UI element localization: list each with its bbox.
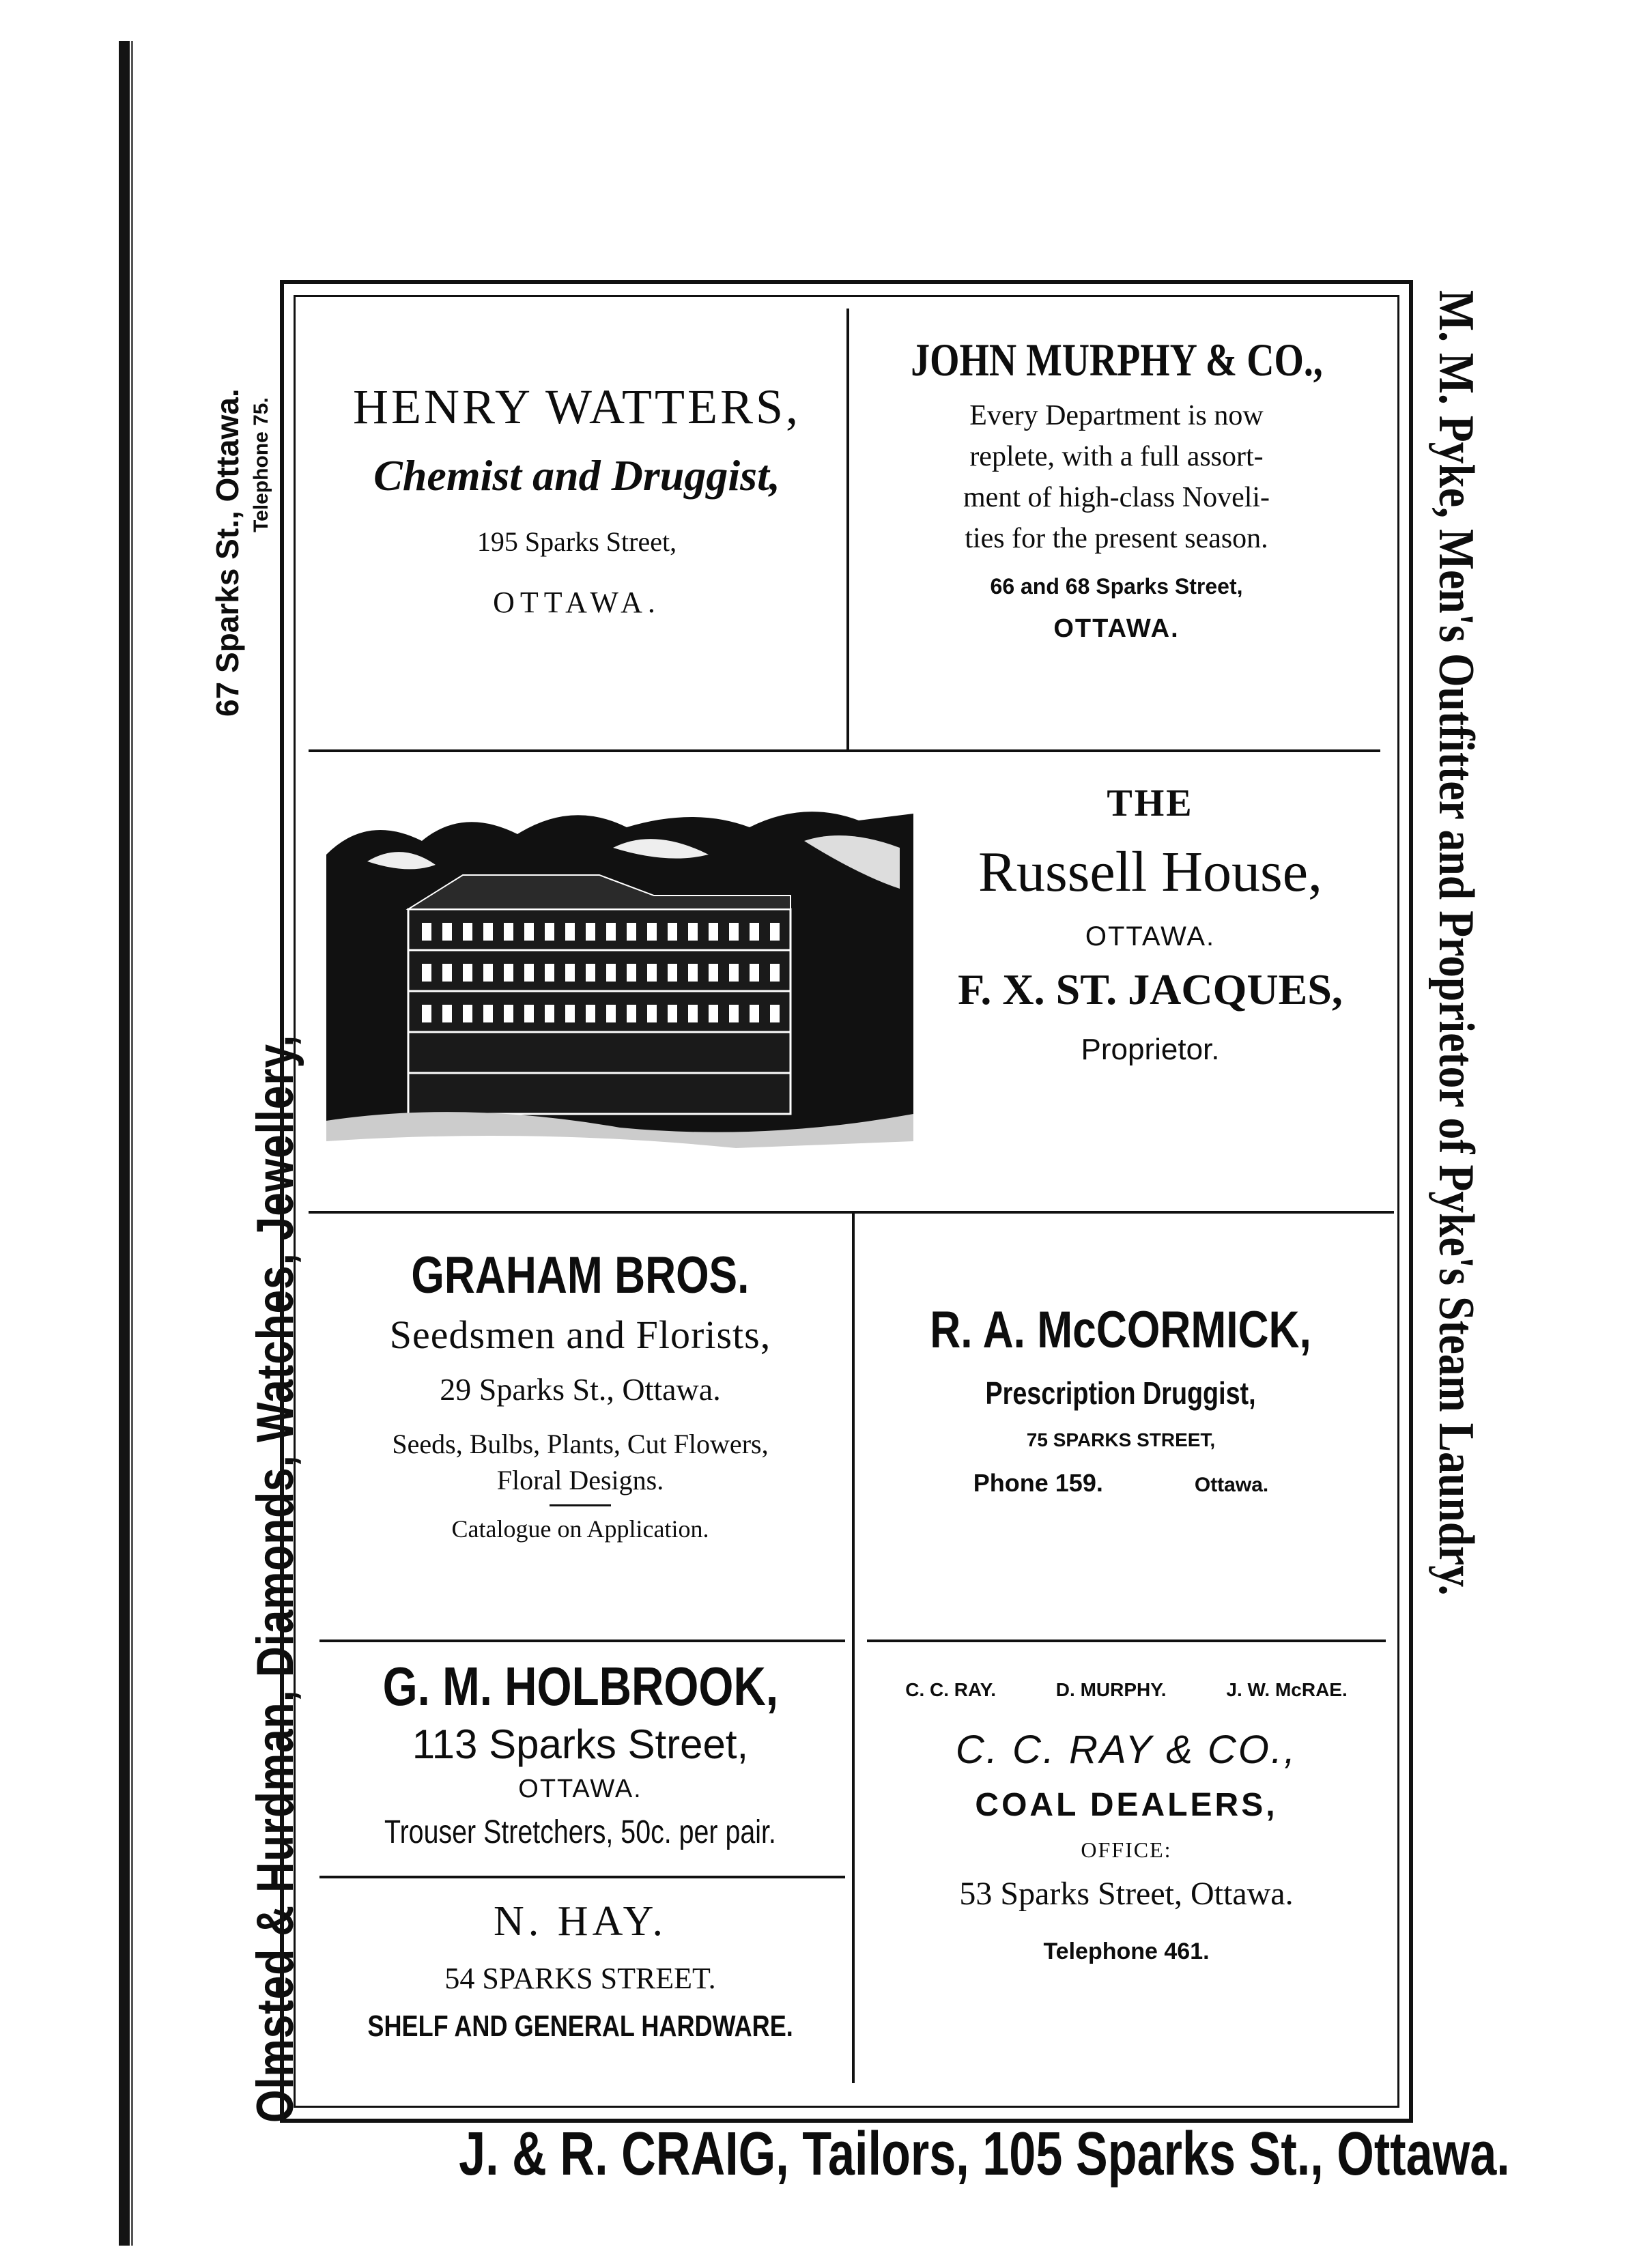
murphy-city: OTTAWA. (1053, 614, 1180, 643)
russell-the: THE (1107, 782, 1194, 825)
ray-office: OFFICE: (1081, 1837, 1172, 1862)
divider-row-3-left (319, 1640, 845, 1642)
mccormick-city: Ottawa. (1194, 1474, 1269, 1496)
russell-house-engraving (326, 800, 913, 1162)
side-left-main-text: Olmsted & Hurdman, Diamonds, Watches, Jewellery, (246, 1034, 304, 2123)
watters-address: 195 Sparks Street, (476, 526, 677, 557)
mccormick-address: 75 SPARKS STREET, (1026, 1429, 1216, 1450)
ad-russell-house (915, 782, 1386, 1067)
ray-partners-row (857, 1679, 1396, 1701)
ray-partner-1: C. C. RAY. (905, 1679, 997, 1700)
mccormick-name: R. A. McCORMICK, (930, 1301, 1312, 1359)
divider-col-top (846, 309, 849, 751)
divider-row-4-left (319, 1876, 845, 1878)
watters-name: HENRY WATTERS, (352, 380, 801, 434)
graham-separator (550, 1504, 611, 1506)
ray-partner-2: D. MURPHY. (1055, 1679, 1167, 1700)
side-right-text: M. M. Pyke, Men's Outfitter and Proprietor of Pyke's Steam Laundry. (1428, 290, 1484, 1596)
hotel-building-illustration (326, 800, 913, 1162)
murphy-body-4: ties for the present season. (965, 523, 1268, 554)
murphy-body-1: Every Department is now (969, 400, 1264, 431)
bottom-advert-text: J. & R. CRAIG, Tailors, 105 Sparks St., Ottawa. (459, 2120, 1510, 2188)
holbrook-city: OTTAWA. (518, 1775, 642, 1803)
russell-city: OTTAWA. (1085, 921, 1216, 951)
ad-n-hay (311, 1898, 850, 2044)
graham-goods-2: Floral Designs. (496, 1465, 664, 1495)
murphy-name: JOHN MURPHY & CO., (910, 334, 1323, 386)
russell-name: Russell House, (978, 840, 1322, 904)
side-right-advert (1427, 290, 1485, 1808)
hay-trade: SHELF AND GENERAL HARDWARE. (367, 2009, 793, 2043)
murphy-address: 66 and 68 Sparks Street, (990, 574, 1243, 599)
holbrook-name: G. M. HOLBROOK, (382, 1656, 778, 1717)
ad-mccormick (855, 1300, 1387, 1498)
ray-partner-3: J. W. McRAE. (1226, 1679, 1348, 1700)
graham-address: 29 Sparks St., Ottawa. (440, 1372, 721, 1407)
watters-city: OTTAWA. (493, 586, 661, 619)
ray-address: 53 Sparks Street, Ottawa. (959, 1876, 1294, 1912)
murphy-body-3: ment of high-class Noveli- (963, 482, 1270, 513)
ray-name: C. C. RAY & CO., (955, 1728, 1298, 1772)
ray-trade: COAL DEALERS, (975, 1787, 1278, 1823)
russell-proprietor-label: Proprietor. (1081, 1033, 1220, 1066)
book-spine-shadow (119, 41, 130, 2246)
ad-graham-bros (311, 1246, 850, 1543)
side-left-telephone: Telephone 75. (250, 397, 272, 532)
graham-trade: Seedsmen and Florists, (389, 1313, 771, 1357)
ad-john-murphy (852, 333, 1381, 644)
hay-name: N. HAY. (494, 1898, 667, 1945)
ad-cc-ray (857, 1679, 1396, 1965)
holbrook-offer: Trouser Stretchers, 50c. per pair. (384, 1814, 776, 1850)
ad-holbrook (311, 1655, 850, 1851)
russell-proprietor-name: F. X. ST. JACQUES, (958, 965, 1343, 1014)
book-spine-edge (131, 41, 133, 2246)
ray-telephone: Telephone 461. (1043, 1938, 1210, 1964)
side-left-address: 67 Sparks St., Ottawa. (210, 388, 245, 717)
mccormick-contact-row (855, 1469, 1387, 1498)
mccormick-phone: Phone 159. (973, 1469, 1103, 1497)
hay-address: 54 SPARKS STREET. (444, 1962, 716, 1995)
divider-row-3-right (867, 1640, 1386, 1642)
graham-catalogue: Catalogue on Application. (451, 1515, 709, 1543)
divider-row-1 (309, 749, 1380, 752)
graham-goods-1: Seeds, Bulbs, Plants, Cut Flowers, (392, 1429, 769, 1459)
ad-henry-watters (311, 379, 843, 620)
murphy-body-2: replete, with a full assort- (969, 441, 1264, 472)
watters-trade: Chemist and Druggist, (373, 451, 780, 500)
divider-row-2 (309, 1211, 1394, 1214)
graham-name: GRAHAM BROS. (411, 1246, 750, 1304)
mccormick-trade: Prescription Druggist, (985, 1375, 1257, 1411)
bottom-advert (311, 2119, 1510, 2190)
holbrook-address: 113 Sparks Street, (412, 1721, 749, 1767)
